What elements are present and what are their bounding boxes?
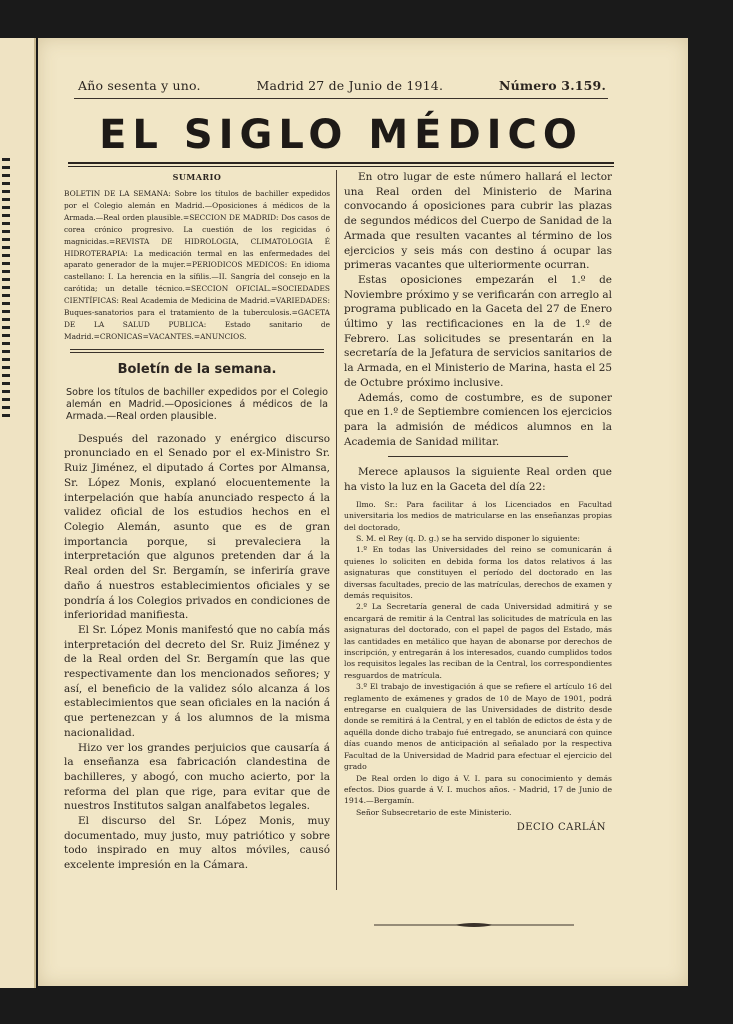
header-rule (74, 98, 608, 99)
sumario-title: SUMARIO (172, 172, 222, 182)
boletin-subhead: Sobre los títulos de bachiller expedidos por el Colegio alemán en Madrid.—Oposiciones á médicos de la Armada.—Real orden plausible. (66, 386, 328, 422)
article-signature: DECIO CARLÁN (516, 822, 606, 834)
left-column (64, 170, 330, 873)
newspaper-page (38, 38, 688, 986)
real-orden-paragraph: 2.º La Secretaría general de cada Universidad admitirá y se encargará de remitir á la Central las solicitudes de matrícula en las asignaturas del doctorado, con el papel de pagos del Estado, más las cantidades en metálico que hayan de abonarse por derechos de inscripción, y entregarán á los interesados, cuando cumplidos todos los requisitos legales las reciban de la Central, los correspondientes resguardos de matrícula. (344, 602, 612, 680)
article-paragraph: En otro lugar de este número hallará el lector una Real orden del Ministerio de Marina convocando á oposiciones para cubrir las plazas de segundos médicos del Cuerpo de Sanidad de la Armada que resulten vacantes al término de los ejercicios y seis más con destino á ocupar las primeras vacantes que ulteriormente ocurran. (344, 171, 612, 272)
boletin-paragraph: El Sr. López Monis manifestó que no cabía más interpretación del decreto del Sr. Ruiz Jiménez y de la Real orden del Sr. Bergamín que las que respectivamente dan los mencionados señores; y así, el beneficio de la validez sólo alcanza á los establecimientos que sean oficiales en la nación á que pertenezcan y á los alumnos de la misma nacionalidad. (64, 623, 330, 739)
column-divider (336, 170, 337, 890)
article-paragraph: Estas oposiciones empezarán el 1.º de Noviembre próximo y se verificarán con arreglo al programa publicado en la Gaceta del 27 de Enero último y las rectificaciones en la de 1.º de Febrero. Las solicitudes se presentarán en la secretaría de la Jefatura de servicios sanitarios de la Armada, en el Ministerio de Marina, hasta el 25 de Octubre próximo inclusive. (344, 273, 612, 389)
facing-page-print-marks (2, 158, 10, 418)
real-orden-paragraph: Señor Subsecretario de este Ministerio. (356, 807, 512, 817)
real-orden-intro: Merece aplausos la siguiente Real orden que ha visto la luz en la Gaceta del día 22: (344, 466, 612, 494)
boletin-title: Boletín de la semana. (117, 361, 277, 377)
masthead-rule (68, 162, 614, 164)
issue-number: Número 3.159. (498, 78, 606, 93)
article-paragraph: Además, como de costumbre, es de suponer que en 1.º de Septiembre comiencen los ejercicios para la admisión de médicos alumnos en la Academia de Sanidad militar. (344, 391, 612, 448)
masthead-rule-thin (68, 166, 614, 167)
issue-date: Madrid 27 de Junio de 1914. (256, 78, 444, 93)
issue-year: Año sesenta y uno. (78, 78, 201, 93)
real-orden-paragraph: Ilmo. Sr.: Para facilitar á los Licenciados en Facultad universitaria los medios de matricularse en las enseñanzas propias del doctorado, (344, 499, 612, 532)
section-separator (388, 456, 568, 457)
sumario-rule (70, 349, 324, 350)
sumario-text: BOLETIN DE LA SEMANA: Sobre los títulos de bachiller expedidos por el Colegio alemán en Madrid.—Oposiciones á médicos de la Armada.—Real orden plausible.=SECCION DE MADRID: Dos casos de corea crónico progresivo. La cuestión de los regicidas ó magnicidas.=REVISTA DE HIDROLOGIA, CLIMATOLOGIA É HIDROTERAPIA: La medicación termal en las enfermedades del aparato generador de la mujer.=PERIODICOS MEDICOS: En idioma castellano: I. La herencia en la sífilis.—II. Sangría del consejo en la carótida; un detalle técnico.=SECCION OFICIAL.=SOCIEDADES CIENTÍFICAS: Real Academia de Medicina de Madrid.=VARIEDADES: Buques-sanatorios para el tratamiento de la tuberculosis.=GACETA DE LA SALUD PUBLICA: Estado sanitario de Madrid.=CRONICAS=VACANTES.=ANUNCIOS. (64, 189, 330, 341)
real-orden-paragraph: S. M. el Rey (q. D. g.) se ha servido disponer lo siguiente: (356, 533, 580, 543)
real-orden-paragraph: De Real orden lo digo á V. I. para su conocimiento y demás efectos. Dios guarde á V. I. muchos años. - Madrid, 17 de Junio de 1914.—Bergamín. (344, 773, 612, 806)
real-orden-paragraph: 3.º El trabajo de investigación á que se refiere el artículo 16 del reglamento de exámenes y grados de 10 de Mayo de 1901, podrá entregarse en cualquiera de las Universidades de distrito desde donde se remitirá á la Central, y en el tablón de edictos de ésta y de aquélla donde dicho trabajo fué entregado, se anunciará con quince días cuando menos de anticipación al señalado por la respectiva Facultad de la Universidad de Madrid para efectuar el ejercicio del grado (344, 682, 612, 772)
right-column (344, 170, 612, 833)
boletin-paragraph: El discurso del Sr. López Monis, muy documentado, muy justo, muy patriótico y sobre todo inspirado en muy altos móviles, causó excelente impresión en la Cámara. (64, 815, 330, 872)
boletin-paragraph: Hizo ver los grandes perjuicios que causaría á la enseñanza esa fabricación clandestina de bachilleres, y abogó, con mucho acierto, por la reforma del plan que rige, para evitar que de nuestros Institutos salgan analfabetos legales. (64, 741, 330, 813)
issue-header (78, 78, 606, 93)
sumario-rule-thin (70, 352, 324, 353)
boletin-paragraph: Después del razonado y enérgico discurso pronunciado en el Senado por el ex-Ministro Sr. Ruiz Jiménez, el diputado á Cortes por Almansa, Sr. López Monis, explanó elocuentemente la interpelación que había anunciado respecto á la validez oficial de los estudios hechos en el Colegio Alemán, asunto que es de gran importancia porque, si prevaleciera la interpretación que algunos pretenden dar á la Real orden del Sr. Bergamín, se inferiría grave daño á nuestros establecimientos oficiales y se pondría á los Colegios privados en condiciones de inferioridad manifiesta. (64, 432, 330, 622)
masthead-title: EL SIGLO MÉDICO (99, 112, 583, 158)
real-orden-paragraph: 1.º En todas las Universidades del reino se comunicarán á quienes lo soliciten en debida forma los datos relativos á las asignaturas que constituyen el período del doctorado en las diversas facultades, precio de las matrículas, derechos de examen y demás requisitos. (344, 545, 612, 601)
facing-page-edge (0, 38, 36, 988)
decorative-ornament (374, 922, 574, 928)
